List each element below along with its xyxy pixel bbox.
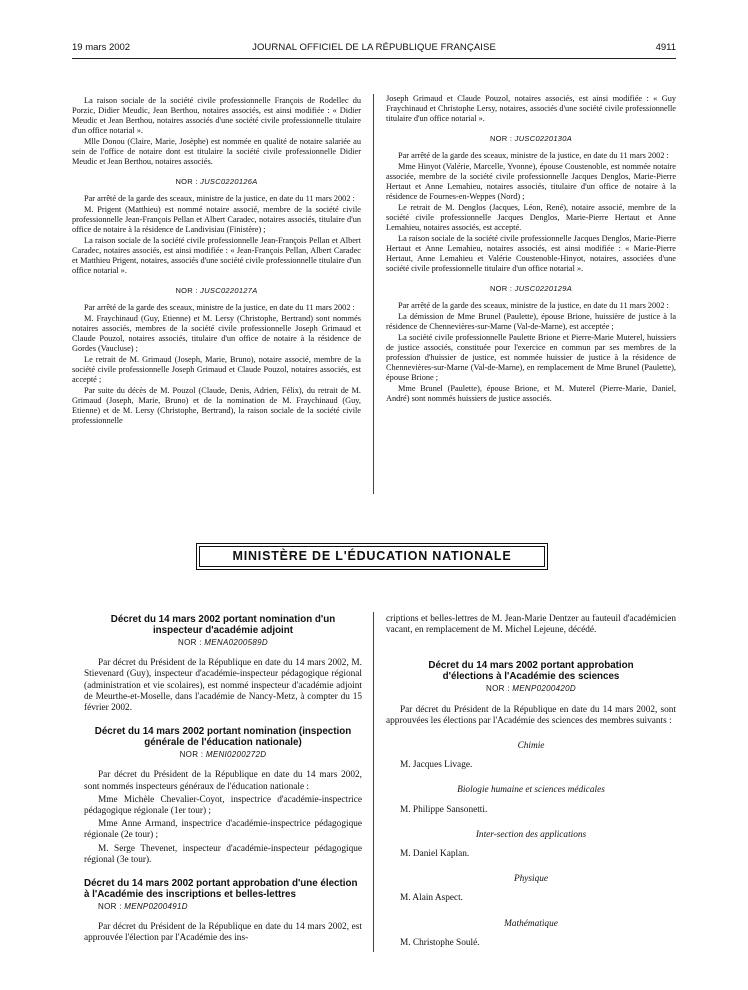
paragraph: Par décret du Président de la République en date du 14 mars 2002, sont approuvées les élections par l'Académie des sciences des membres suivants : (386, 704, 676, 726)
header-journal-title: JOURNAL OFFICIEL DE LA RÉPUBLIQUE FRANÇAISE (252, 42, 496, 53)
decree-title: Décret du 14 mars 2002 portant nomination (inspection générale de l'éducation nationale) (94, 726, 352, 749)
nor-reference: NOR : MENI0200272D (179, 750, 267, 760)
paragraph: Par arrêté de la garde des sceaux, ministre de la justice, en date du 11 mars 2002 : (84, 303, 355, 312)
paragraph: Le retrait de M. Grimaud (Joseph, Marie, Bruno), notaire associé, membre de la société civile professionnelle Joseph Grimaud et Claude Pouzol, notaires associés, est accepté ; (72, 355, 361, 384)
section-title: Biologie humaine et sciences médicales (457, 785, 605, 796)
member-name: M. Jacques Livage. (400, 760, 473, 771)
paragraph: Par décret du Président de la République en date du 14 mars 2002, sont nommés inspecteurs généraux de l'éducation nationale : (84, 770, 362, 792)
paragraph: Mlle Donou (Claire, Marie, Josèphe) est nommée en qualité de notaire salariée au sein de l'office de notaire dont est titulaire la société civile professionnelle Didier Meudic et Jean Berthou, notaires associés. (72, 137, 361, 166)
column-divider (373, 612, 374, 952)
top-left-column (72, 96, 361, 427)
paragraph: Par arrêté de la garde des sceaux, ministre de la justice, en date du 11 mars 2002 : (84, 194, 355, 203)
paragraph: Par suite du décès de M. Pouzol (Claude, Denis, Adrien, Félix), du retrait de M. Grimaud (Joseph, Marie, Bruno) et de la nomination de M. Fraychinaud (Guy, Etienne) et de M. Lersy (Christophe, Bertrand), la raison sociale de la société civile professionnelle (72, 386, 361, 425)
section-title: Chimie (517, 741, 545, 752)
section-title: Mathématique (504, 918, 558, 929)
paragraph: Le retrait de M. Denglos (Jacques, Léon, René), notaire associé, membre de la société civile professionnelle Jacques Denglos, Marie-Pierre Hertaut et Anne Lemahieu, notaires associés, est accepté. (386, 203, 676, 232)
nor-reference: NOR : MENP0200491D (98, 902, 188, 912)
paragraph: Par arrêté de la garde des sceaux, ministre de la justice, en date du 11 mars 2002 : (398, 301, 669, 310)
page-header (72, 42, 676, 56)
member-name: M. Christophe Soulé. (400, 937, 480, 948)
paragraph: M. Serge Thevenet, inspecteur d'académie-inspecteur pédagogique régional (3e tour). (84, 843, 362, 865)
decree-title: Décret du 14 mars 2002 portant nomination d'un inspecteur d'académie adjoint (110, 614, 336, 636)
bottom-left-column (84, 614, 362, 947)
bottom-right-column (386, 614, 676, 949)
ministry-heading-box (196, 543, 548, 570)
nor-reference: NOR : JUSC0220126A (175, 177, 258, 186)
paragraph: Mme Hinyot (Valérie, Marcelle, Yvonne), épouse Coustenoble, est nommée notaire associée, membre de la société civile professionnelle Jacques Denglos, Marie-Pierre Hertaut et Anne Lemahieu, notaires associés, titulaire d'un office de notaire à la résidence de Fournes-en-Weppes (Nord) ; (386, 162, 676, 201)
paragraph: Mme Michèle Chevalier-Coyot, inspectrice d'académie-inspectrice pédagogique régionale (1er tour) ; (84, 794, 362, 817)
header-page-number: 4911 (655, 42, 676, 53)
nor-reference: NOR : JUSC0220127A (175, 286, 258, 295)
decree-title: Décret du 14 mars 2002 portant approbation d'élections à l'Académie des sciences (428, 660, 634, 683)
paragraph: Mme Anne Armand, inspectrice d'académie-inspectrice pédagogique régionale (2e tour) ; (84, 819, 362, 841)
paragraph: La raison sociale de la société civile professionnelle François de Rodellec du Porzic, Didier Meudic, Jean Berthou, notaires associés, est ainsi modifiée : « Didier Meudic et Jean Berthou, notaires associés d'une société civile professionnelle titulaire d'un office notarial ». (72, 96, 361, 135)
nor-reference: NOR : MENA0200589D (178, 638, 268, 647)
section-title: Physique (513, 874, 549, 885)
paragraph: La raison sociale de la société civile professionnelle Jean-François Pellan et Albert Caradec, notaires associés, est ainsi modifiée : « Jean-François Pellan, Albert Caradec et Matthieu Prigent, notaires, associés d'une société civile professionnelle titulaire d'un office notarial ». (72, 236, 361, 275)
member-name: M. Philippe Sansonetti. (400, 804, 488, 815)
paragraph: Joseph Grimaud et Claude Pouzol, notaires associés, est ainsi modifiée : « Guy Fraychinaud et Christophe Lersy, notaires, associés d'une société civile professionnelle titulaire d'un office notarial ». (386, 94, 676, 123)
paragraph: M. Prigent (Matthieu) est nommé notaire associé, membre de la société civile professionnelle Jean-François Pellan et Albert Caradec, notaires associés, titulaire d'un office de notaire à la résidence de Landivisiau (Finistère) ; (72, 205, 361, 234)
column-divider (373, 94, 374, 494)
paragraph: La raison sociale de la société civile professionnelle Jacques Denglos, Marie-Pierre Hertaut et Anne Lemahieu, notaires associés, est ainsi modifiée : « Marie-Pierre Hertaut, Anne Lemahieu et Valérie Coustenoble-Hinyot, notaires, associées d'une société civile professionnelle titulaire d'un office notarial ». (386, 234, 676, 273)
paragraph: Par arrêté de la garde des sceaux, ministre de la justice, en date du 11 mars 2002 : (398, 151, 669, 160)
paragraph: Par décret du Président de la République en date du 14 mars 2002, M. Stievenard (Guy), inspecteur d'académie-inspecteur pédagogique régional (administration et vie scolaires), est nommé inspecteur d'académie adjoint de Meurthe-et-Moselle, dans l'académie de Nancy-Metz, à compter du 15 février 2002. (84, 658, 362, 714)
header-date: 19 mars 2002 (72, 42, 131, 53)
paragraph: La démission de Mme Brunel (Paulette), épouse Brione, huissière de justice à la résidence de Chennevières-sur-Marne (Val-de-Marne), est acceptée ; (386, 312, 676, 331)
paragraph: La société civile professionnelle Paulette Brione et Pierre-Marie Muterel, huissiers de justice associés, constituée pour l'exercice en commun par ses membres de la profession d'huissier de justice, est nommée huissier de justice à la résidence de Chennevières-sur-Marne (Val-de-Marne), en remplacement de Mme Brunel (Paulette), épouse Brione ; (386, 333, 676, 382)
member-name: M. Alain Aspect. (400, 893, 464, 904)
header-rule (72, 58, 676, 59)
nor-reference: NOR : MENP0200420D (486, 684, 576, 694)
nor-reference: NOR : JUSC0220129A (489, 284, 573, 293)
paragraph: Par décret du Président de la République en date du 14 mars 2002, est approuvée l'élection par l'Académie des ins- (84, 922, 362, 944)
paragraph: M. Fraychinaud (Guy, Etienne) et M. Lersy (Christophe, Bertrand) sont nommés notaires associés, membres de la société civile professionnelle Joseph Grimaud et Claude Pouzol, notaires associés, titulaire d'un office de notaire à la résidence de Gordes (Vaucluse) ; (72, 314, 361, 353)
paragraph: criptions et belles-lettres de M. Jean-Marie Dentzer au fauteuil d'académicien vacant, en remplacement de M. Michel Lejeune, décédé. (386, 614, 676, 636)
nor-reference: NOR : JUSC0220130A (489, 134, 573, 143)
section-title: Inter-section des applications (475, 829, 587, 840)
paragraph: Mme Brunel (Paulette), épouse Brione, et M. Muterel (Pierre-Marie, Daniel, André) sont nommés huissiers de justice associés. (386, 384, 676, 403)
top-right-column (386, 94, 676, 405)
decree-title: Décret du 14 mars 2002 portant approbation d'une élection à l'Académie des inscriptions et belles-lettres (84, 878, 358, 901)
member-name: M. Daniel Kaplan. (400, 849, 470, 860)
ministry-heading: MINISTÈRE DE L'ÉDUCATION NATIONALE (199, 546, 545, 567)
